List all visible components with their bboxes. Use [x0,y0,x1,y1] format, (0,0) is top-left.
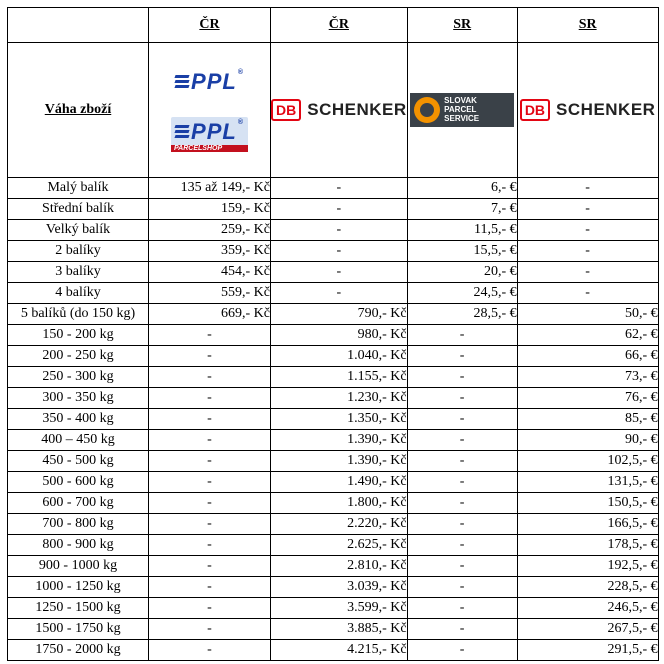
weight-cell: Velký balík [8,220,149,241]
header-country-cz-ppl: ČR [149,8,271,43]
cz-db-schenker-price-cell: - [271,199,408,220]
sk-db-schenker-price-cell [517,367,658,388]
cz-ppl-price-cell [149,304,271,325]
sk-db-schenker-price-cell [517,304,658,325]
cz-db-schenker-price-cell: - [271,220,408,241]
cz-db-schenker-price-cell [271,619,408,640]
cz-db-schenker-price-cell [271,598,408,619]
sk-sps-price-cell [407,262,517,283]
ppl-parcelshop-logo-text: PPL [191,118,237,144]
price-value: 1.490,- Kč [347,474,407,489]
cz-ppl-price-cell: - [149,367,271,388]
price-value: 3.885,- Kč [347,621,407,636]
cz-db-schenker-price-cell [271,388,408,409]
price-value: 2.810,- Kč [347,558,407,573]
cz-db-schenker-price-cell [271,367,408,388]
sk-sps-price-cell: - [407,619,517,640]
price-value: 559,- Kč [221,285,270,300]
sk-sps-price-cell: - [407,325,517,346]
table-row [8,514,659,535]
cz-ppl-price-cell [149,283,271,304]
table-row [8,346,659,367]
sk-sps-price-cell: - [407,430,517,451]
ppl-logo [175,69,244,95]
price-value: 454,- Kč [221,264,270,279]
weight-cell: 2 balíky [8,241,149,262]
price-value: 166,5,- € [607,516,658,531]
price-value: 267,5,- € [607,621,658,636]
db-logo-cz: DB [271,99,301,121]
db-schenker-cz-logo-cell [271,43,408,178]
price-value: 3.039,- Kč [347,579,407,594]
header-country-cz-db: ČR [271,8,408,43]
price-value: 4.215,- Kč [347,642,407,657]
header-corner [8,8,149,43]
sk-sps-price-cell: - [407,535,517,556]
sk-sps-price-cell [407,199,517,220]
table-row [8,472,659,493]
cz-db-schenker-price-cell [271,304,408,325]
price-value: 102,5,- € [607,453,658,468]
table-row [8,598,659,619]
cz-db-schenker-price-cell: - [271,283,408,304]
price-value: 1.230,- Kč [347,390,407,405]
sk-sps-price-cell: - [407,640,517,661]
cz-db-schenker-price-cell [271,346,408,367]
weight-cell: 900 - 1000 kg [8,556,149,577]
price-value: 131,5,- € [607,474,658,489]
price-value: 669,- Kč [221,306,270,321]
weight-cell: 1000 - 1250 kg [8,577,149,598]
table-row [8,430,659,451]
cz-db-schenker-price-cell [271,577,408,598]
table-row [8,577,659,598]
weight-cell: 700 - 800 kg [8,514,149,535]
weight-cell: 450 - 500 kg [8,451,149,472]
table-row [8,220,659,241]
cz-db-schenker-price-cell [271,430,408,451]
cz-ppl-price-cell: - [149,577,271,598]
table-row [8,325,659,346]
schenker-text-cz: SCHENKER [307,100,407,119]
price-value: 73,- € [624,369,658,384]
ppl-logos-cell [149,43,271,178]
weight-column-label: Váha zboží [8,43,149,178]
sk-sps-price-cell [407,283,517,304]
table-row [8,262,659,283]
weight-cell: 3 balíky [8,262,149,283]
cz-ppl-price-cell: - [149,451,271,472]
cz-db-schenker-price-cell [271,640,408,661]
price-value: 28,5,- € [473,306,517,321]
sk-db-schenker-price-cell: - [517,283,658,304]
country-header-row [8,8,659,43]
price-value: 24,5,- € [473,285,517,300]
sk-sps-price-cell: - [407,451,517,472]
price-value: 20,- € [483,264,517,279]
slovak-parcel-service-logo [410,93,514,127]
table-row [8,283,659,304]
ppl-registered-mark: ® [237,68,244,76]
sk-db-schenker-price-cell [517,556,658,577]
sk-sps-price-cell: - [407,409,517,430]
price-value: 66,- € [624,348,658,363]
price-value: 259,- Kč [221,222,270,237]
price-value: 1.390,- Kč [347,432,407,447]
db-schenker-sk-logo-cell [517,43,658,178]
cz-db-schenker-price-cell: - [271,178,408,199]
weight-cell: 1750 - 2000 kg [8,640,149,661]
cz-ppl-price-cell: - [149,430,271,451]
cz-db-schenker-price-cell [271,472,408,493]
sk-db-schenker-price-cell [517,388,658,409]
carrier-logo-row [8,43,659,178]
weight-cell: 800 - 900 kg [8,535,149,556]
price-value: 246,5,- € [607,600,658,615]
price-value: 15,5,- € [473,243,517,258]
table-row [8,556,659,577]
price-value: 1.350,- Kč [347,411,407,426]
sk-sps-price-cell [407,178,517,199]
weight-cell: Malý balík [8,178,149,199]
sk-sps-price-cell [407,220,517,241]
cz-ppl-price-cell: - [149,388,271,409]
weight-cell: 500 - 600 kg [8,472,149,493]
price-value: 228,5,- € [607,579,658,594]
price-value: 6,- € [490,180,517,195]
cz-db-schenker-price-cell [271,325,408,346]
cz-ppl-price-cell: - [149,472,271,493]
sk-db-schenker-price-cell [517,535,658,556]
cz-db-schenker-price-cell [271,451,408,472]
sk-db-schenker-price-cell: - [517,262,658,283]
db-schenker-logo-cz [271,99,407,121]
price-value: 135 až 149,- Kč [180,180,270,195]
cz-ppl-price-cell: - [149,598,271,619]
schenker-text-sk: SCHENKER [556,100,656,119]
header-country-sk-sps: SR [407,8,517,43]
sk-sps-price-cell [407,304,517,325]
header-country-sk-db: SR [517,8,658,43]
sk-db-schenker-price-cell [517,409,658,430]
ppl-parcelshop-registered-mark: ® [237,118,244,126]
sps-swirl-icon [414,97,440,123]
weight-cell: 200 - 250 kg [8,346,149,367]
sk-sps-price-cell [407,241,517,262]
weight-cell: 400 – 450 kg [8,430,149,451]
cz-ppl-price-cell: - [149,514,271,535]
cz-ppl-price-cell [149,199,271,220]
sk-sps-price-cell: - [407,598,517,619]
cz-db-schenker-price-cell [271,556,408,577]
cz-ppl-price-cell [149,241,271,262]
ppl-logo-text: PPL [191,68,237,94]
sps-logo-cell [407,43,517,178]
sk-db-schenker-price-cell [517,451,658,472]
cz-db-schenker-price-cell [271,409,408,430]
weight-cell: 1500 - 1750 kg [8,619,149,640]
sk-db-schenker-price-cell [517,577,658,598]
table-row [8,451,659,472]
sk-db-schenker-price-cell [517,472,658,493]
price-value: 2.625,- Kč [347,537,407,552]
shipping-rate-table [7,7,659,661]
sk-db-schenker-price-cell: - [517,220,658,241]
weight-cell: 5 balíků (do 150 kg) [8,304,149,325]
sk-sps-price-cell: - [407,577,517,598]
price-value: 178,5,- € [607,537,658,552]
rate-rows [8,178,659,661]
sk-sps-price-cell: - [407,388,517,409]
price-value: 62,- € [624,327,658,342]
price-value: 11,5,- € [473,222,517,237]
weight-cell: 1250 - 1500 kg [8,598,149,619]
price-value: 359,- Kč [221,243,270,258]
sk-db-schenker-price-cell: - [517,241,658,262]
sk-db-schenker-price-cell [517,640,658,661]
sk-db-schenker-price-cell [517,493,658,514]
sk-db-schenker-price-cell [517,325,658,346]
price-value: 85,- € [624,411,658,426]
table-row [8,241,659,262]
cz-ppl-price-cell: - [149,640,271,661]
price-value: 50,- € [624,306,658,321]
cz-ppl-price-cell: - [149,493,271,514]
weight-cell: 350 - 400 kg [8,409,149,430]
table-row [8,178,659,199]
cz-db-schenker-price-cell [271,535,408,556]
cz-db-schenker-price-cell: - [271,241,408,262]
price-value: 192,5,- € [607,558,658,573]
table-row [8,367,659,388]
sk-sps-price-cell: - [407,346,517,367]
cz-ppl-price-cell: - [149,409,271,430]
sk-db-schenker-price-cell: - [517,178,658,199]
sk-sps-price-cell: - [407,514,517,535]
db-schenker-logo-sk [518,99,658,121]
cz-ppl-price-cell [149,178,271,199]
price-value: 3.599,- Kč [347,600,407,615]
weight-cell: Střední balík [8,199,149,220]
sps-logo-text: SLOVAK PARCEL SERVICE [444,96,480,123]
cz-ppl-price-cell [149,262,271,283]
sk-db-schenker-price-cell: - [517,199,658,220]
table-row [8,535,659,556]
weight-cell: 4 balíky [8,283,149,304]
cz-ppl-price-cell: - [149,619,271,640]
cz-db-schenker-price-cell [271,493,408,514]
price-value: 1.800,- Kč [347,495,407,510]
parcelshop-label: PARCELSHOP [171,145,248,152]
sk-db-schenker-price-cell [517,619,658,640]
cz-ppl-price-cell: - [149,325,271,346]
price-value: 980,- Kč [357,327,407,342]
weight-cell: 150 - 200 kg [8,325,149,346]
cz-ppl-price-cell: - [149,346,271,367]
table-row [8,388,659,409]
sk-sps-price-cell: - [407,493,517,514]
sk-db-schenker-price-cell [517,430,658,451]
ppl-bars-icon [175,75,189,88]
price-value: 7,- € [490,201,517,216]
price-value: 1.390,- Kč [347,453,407,468]
ppl-parcelshop-bars-icon [175,125,189,138]
ppl-parcelshop-logo [171,117,248,152]
table-row [8,304,659,325]
price-value: 90,- € [624,432,658,447]
sk-db-schenker-price-cell [517,598,658,619]
cz-db-schenker-price-cell: - [271,262,408,283]
cz-ppl-price-cell [149,220,271,241]
weight-cell: 250 - 300 kg [8,367,149,388]
cz-db-schenker-price-cell [271,514,408,535]
price-value: 1.040,- Kč [347,348,407,363]
price-value: 150,5,- € [607,495,658,510]
db-logo-sk: DB [520,99,550,121]
cz-ppl-price-cell: - [149,535,271,556]
price-value: 291,5,- € [607,642,658,657]
table-row [8,640,659,661]
price-value: 159,- Kč [221,201,270,216]
sk-db-schenker-price-cell [517,514,658,535]
price-value: 2.220,- Kč [347,516,407,531]
price-value: 1.155,- Kč [347,369,407,384]
sk-sps-price-cell: - [407,367,517,388]
table-row [8,619,659,640]
table-row [8,409,659,430]
price-value: 76,- € [624,390,658,405]
sk-sps-price-cell: - [407,556,517,577]
cz-ppl-price-cell: - [149,556,271,577]
weight-cell: 600 - 700 kg [8,493,149,514]
weight-cell: 300 - 350 kg [8,388,149,409]
sk-db-schenker-price-cell [517,346,658,367]
table-row [8,199,659,220]
sk-sps-price-cell: - [407,472,517,493]
rates-table [7,7,659,661]
table-row [8,493,659,514]
price-value: 790,- Kč [357,306,407,321]
